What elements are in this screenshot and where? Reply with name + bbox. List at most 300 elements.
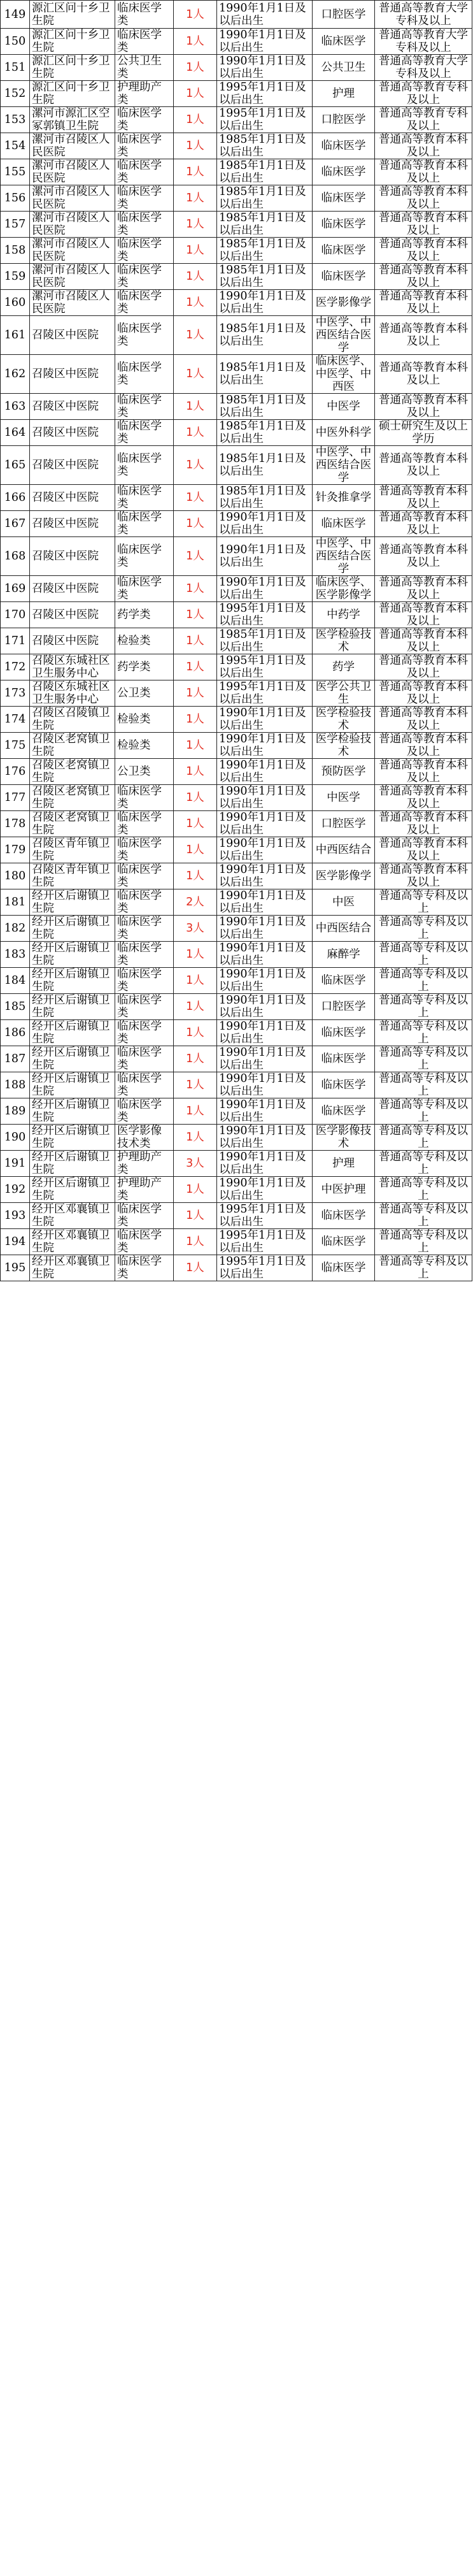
row-number: 179 bbox=[1, 837, 30, 863]
birth-requirement: 1990年1月1日及以后出生 bbox=[217, 537, 313, 576]
position-category: 临床医学类 bbox=[115, 290, 174, 316]
position-category: 公卫类 bbox=[115, 759, 174, 785]
unit-name: 召陵区青年镇卫生院 bbox=[30, 863, 115, 889]
education-requirement: 普通高等专科及以上 bbox=[375, 1203, 472, 1229]
headcount: 1人 bbox=[174, 1255, 217, 1281]
table-row bbox=[1, 811, 472, 837]
position-category: 临床医学类 bbox=[115, 811, 174, 837]
position-category: 临床医学类 bbox=[115, 1255, 174, 1281]
headcount: 1人 bbox=[174, 485, 217, 511]
headcount: 1人 bbox=[174, 212, 217, 238]
education-requirement: 普通高等教育本科及以上 bbox=[375, 863, 472, 889]
birth-requirement: 1990年1月1日及以后出生 bbox=[217, 1125, 313, 1151]
headcount: 1人 bbox=[174, 159, 217, 185]
major-requirement: 临床医学 bbox=[313, 159, 375, 185]
recruitment-table bbox=[0, 0, 472, 1281]
unit-name: 召陵区老窝镇卫生院 bbox=[30, 759, 115, 785]
headcount: 1人 bbox=[174, 55, 217, 81]
education-requirement: 普通高等教育本科及以上 bbox=[375, 811, 472, 837]
position-category: 药学类 bbox=[115, 602, 174, 628]
position-category: 临床医学类 bbox=[115, 1229, 174, 1255]
row-number: 158 bbox=[1, 238, 30, 264]
position-category: 临床医学类 bbox=[115, 238, 174, 264]
table-row bbox=[1, 212, 472, 238]
major-requirement: 中医学、中西医结合医学 bbox=[313, 316, 375, 355]
table-row bbox=[1, 1046, 472, 1072]
unit-name: 召陵区老窝镇卫生院 bbox=[30, 733, 115, 759]
table-row bbox=[1, 1098, 472, 1125]
unit-name: 源汇区问十乡卫生院 bbox=[30, 55, 115, 81]
row-number: 172 bbox=[1, 654, 30, 680]
table-row bbox=[1, 1177, 472, 1203]
row-number: 194 bbox=[1, 1229, 30, 1255]
position-category: 公共卫生类 bbox=[115, 55, 174, 81]
row-number: 154 bbox=[1, 133, 30, 159]
education-requirement: 普通高等专科及以上 bbox=[375, 994, 472, 1020]
row-number: 174 bbox=[1, 707, 30, 733]
headcount: 1人 bbox=[174, 707, 217, 733]
education-requirement: 普通高等专科及以上 bbox=[375, 1098, 472, 1125]
row-number: 195 bbox=[1, 1255, 30, 1281]
unit-name: 经开区后谢镇卫生院 bbox=[30, 916, 115, 942]
education-requirement: 普通高等教育本科及以上 bbox=[375, 537, 472, 576]
headcount: 1人 bbox=[174, 837, 217, 863]
table-row bbox=[1, 420, 472, 446]
major-requirement: 药学 bbox=[313, 654, 375, 680]
unit-name: 漯河市召陵区人民医院 bbox=[30, 185, 115, 212]
row-number: 180 bbox=[1, 863, 30, 889]
unit-name: 召陵区中医院 bbox=[30, 576, 115, 602]
row-number: 173 bbox=[1, 680, 30, 707]
headcount: 1人 bbox=[174, 420, 217, 446]
headcount: 1人 bbox=[174, 680, 217, 707]
position-category: 医学影像技术类 bbox=[115, 1125, 174, 1151]
table-row bbox=[1, 759, 472, 785]
education-requirement: 普通高等专科及以上 bbox=[375, 916, 472, 942]
table-body bbox=[1, 1, 472, 1281]
education-requirement: 普通高等教育本科及以上 bbox=[375, 394, 472, 420]
unit-name: 召陵区中医院 bbox=[30, 420, 115, 446]
unit-name: 源汇区问十乡卫生院 bbox=[30, 1, 115, 29]
table-row bbox=[1, 394, 472, 420]
birth-requirement: 1985年1月1日及以后出生 bbox=[217, 212, 313, 238]
unit-name: 召陵区中医院 bbox=[30, 537, 115, 576]
major-requirement: 医学影像学 bbox=[313, 863, 375, 889]
major-requirement: 口腔医学 bbox=[313, 1, 375, 29]
birth-requirement: 1990年1月1日及以后出生 bbox=[217, 889, 313, 916]
row-number: 181 bbox=[1, 889, 30, 916]
birth-requirement: 1990年1月1日及以后出生 bbox=[217, 1, 313, 29]
table-row bbox=[1, 733, 472, 759]
birth-requirement: 1990年1月1日及以后出生 bbox=[217, 511, 313, 537]
headcount: 1人 bbox=[174, 1046, 217, 1072]
headcount: 1人 bbox=[174, 1177, 217, 1203]
major-requirement: 中医学 bbox=[313, 785, 375, 811]
unit-name: 经开区后谢镇卫生院 bbox=[30, 889, 115, 916]
unit-name: 召陵区中医院 bbox=[30, 511, 115, 537]
table-row bbox=[1, 602, 472, 628]
education-requirement: 普通高等教育本科及以上 bbox=[375, 485, 472, 511]
row-number: 163 bbox=[1, 394, 30, 420]
row-number: 164 bbox=[1, 420, 30, 446]
education-requirement: 普通高等教育本科及以上 bbox=[375, 654, 472, 680]
birth-requirement: 1990年1月1日及以后出生 bbox=[217, 1098, 313, 1125]
education-requirement: 普通高等教育本科及以上 bbox=[375, 628, 472, 654]
position-category: 临床医学类 bbox=[115, 511, 174, 537]
position-category: 临床医学类 bbox=[115, 889, 174, 916]
birth-requirement: 1995年1月1日及以后出生 bbox=[217, 1203, 313, 1229]
birth-requirement: 1995年1月1日及以后出生 bbox=[217, 1255, 313, 1281]
row-number: 192 bbox=[1, 1177, 30, 1203]
major-requirement: 预防医学 bbox=[313, 759, 375, 785]
table-row bbox=[1, 863, 472, 889]
position-category: 临床医学类 bbox=[115, 485, 174, 511]
birth-requirement: 1990年1月1日及以后出生 bbox=[217, 1151, 313, 1177]
unit-name: 经开区邓襄镇卫生院 bbox=[30, 1255, 115, 1281]
table-row bbox=[1, 628, 472, 654]
row-number: 170 bbox=[1, 602, 30, 628]
headcount: 1人 bbox=[174, 785, 217, 811]
major-requirement: 临床医学 bbox=[313, 264, 375, 290]
table-row bbox=[1, 785, 472, 811]
position-category: 检验类 bbox=[115, 707, 174, 733]
table-row bbox=[1, 968, 472, 994]
table-row bbox=[1, 159, 472, 185]
education-requirement: 普通高等教育本科及以上 bbox=[375, 290, 472, 316]
unit-name: 经开区后谢镇卫生院 bbox=[30, 1125, 115, 1151]
education-requirement: 普通高等专科及以上 bbox=[375, 1072, 472, 1098]
major-requirement: 中医护理 bbox=[313, 1177, 375, 1203]
position-category: 临床医学类 bbox=[115, 420, 174, 446]
birth-requirement: 1985年1月1日及以后出生 bbox=[217, 446, 313, 485]
birth-requirement: 1985年1月1日及以后出生 bbox=[217, 159, 313, 185]
position-category: 检验类 bbox=[115, 733, 174, 759]
birth-requirement: 1990年1月1日及以后出生 bbox=[217, 733, 313, 759]
row-number: 189 bbox=[1, 1098, 30, 1125]
headcount: 1人 bbox=[174, 1020, 217, 1046]
headcount: 1人 bbox=[174, 576, 217, 602]
headcount: 1人 bbox=[174, 994, 217, 1020]
headcount: 1人 bbox=[174, 81, 217, 107]
headcount: 1人 bbox=[174, 107, 217, 133]
major-requirement: 医学影像技术 bbox=[313, 1125, 375, 1151]
birth-requirement: 1985年1月1日及以后出生 bbox=[217, 628, 313, 654]
birth-requirement: 1990年1月1日及以后出生 bbox=[217, 863, 313, 889]
position-category: 临床医学类 bbox=[115, 537, 174, 576]
row-number: 153 bbox=[1, 107, 30, 133]
position-category: 临床医学类 bbox=[115, 1, 174, 29]
unit-name: 召陵区青年镇卫生院 bbox=[30, 837, 115, 863]
table-row bbox=[1, 290, 472, 316]
headcount: 1人 bbox=[174, 29, 217, 55]
education-requirement: 普通高等教育本科及以上 bbox=[375, 159, 472, 185]
birth-requirement: 1990年1月1日及以后出生 bbox=[217, 759, 313, 785]
education-requirement: 普通高等教育本科及以上 bbox=[375, 185, 472, 212]
education-requirement: 普通高等教育本科及以上 bbox=[375, 576, 472, 602]
table-row bbox=[1, 511, 472, 537]
birth-requirement: 1985年1月1日及以后出生 bbox=[217, 420, 313, 446]
education-requirement: 普通高等专科及以上 bbox=[375, 889, 472, 916]
unit-name: 召陵区老窝镇卫生院 bbox=[30, 785, 115, 811]
position-category: 药学类 bbox=[115, 654, 174, 680]
table-row bbox=[1, 654, 472, 680]
table-row bbox=[1, 1255, 472, 1281]
education-requirement: 普通高等专科及以上 bbox=[375, 1255, 472, 1281]
row-number: 169 bbox=[1, 576, 30, 602]
position-category: 临床医学类 bbox=[115, 1046, 174, 1072]
headcount: 1人 bbox=[174, 602, 217, 628]
major-requirement: 公共卫生 bbox=[313, 55, 375, 81]
headcount: 1人 bbox=[174, 290, 217, 316]
major-requirement: 中医学 bbox=[313, 394, 375, 420]
row-number: 157 bbox=[1, 212, 30, 238]
headcount: 3人 bbox=[174, 1151, 217, 1177]
row-number: 149 bbox=[1, 1, 30, 29]
education-requirement: 普通高等专科及以上 bbox=[375, 1177, 472, 1203]
headcount: 1人 bbox=[174, 133, 217, 159]
position-category: 临床医学类 bbox=[115, 355, 174, 394]
row-number: 177 bbox=[1, 785, 30, 811]
unit-name: 漯河市召陵区人民医院 bbox=[30, 290, 115, 316]
unit-name: 召陵区老窝镇卫生院 bbox=[30, 811, 115, 837]
headcount: 1人 bbox=[174, 1072, 217, 1098]
education-requirement: 普通高等教育本科及以上 bbox=[375, 133, 472, 159]
major-requirement: 医学影像学 bbox=[313, 290, 375, 316]
headcount: 1人 bbox=[174, 511, 217, 537]
table-row bbox=[1, 1125, 472, 1151]
major-requirement: 临床医学 bbox=[313, 212, 375, 238]
position-category: 护理助产类 bbox=[115, 81, 174, 107]
position-category: 临床医学类 bbox=[115, 316, 174, 355]
birth-requirement: 1990年1月1日及以后出生 bbox=[217, 707, 313, 733]
headcount: 1人 bbox=[174, 968, 217, 994]
birth-requirement: 1990年1月1日及以后出生 bbox=[217, 968, 313, 994]
education-requirement: 普通高等专科及以上 bbox=[375, 942, 472, 968]
headcount: 1人 bbox=[174, 1125, 217, 1151]
table-row bbox=[1, 537, 472, 576]
position-category: 护理助产类 bbox=[115, 1177, 174, 1203]
row-number: 176 bbox=[1, 759, 30, 785]
headcount: 1人 bbox=[174, 185, 217, 212]
birth-requirement: 1990年1月1日及以后出生 bbox=[217, 785, 313, 811]
headcount: 1人 bbox=[174, 628, 217, 654]
position-category: 临床医学类 bbox=[115, 576, 174, 602]
major-requirement: 临床医学 bbox=[313, 238, 375, 264]
row-number: 186 bbox=[1, 1020, 30, 1046]
table-row bbox=[1, 355, 472, 394]
education-requirement: 普通高等教育本科及以上 bbox=[375, 264, 472, 290]
table-row bbox=[1, 707, 472, 733]
headcount: 1人 bbox=[174, 654, 217, 680]
position-category: 临床医学类 bbox=[115, 446, 174, 485]
row-number: 178 bbox=[1, 811, 30, 837]
unit-name: 召陵区中医院 bbox=[30, 394, 115, 420]
major-requirement: 临床医学 bbox=[313, 133, 375, 159]
row-number: 162 bbox=[1, 355, 30, 394]
position-category: 临床医学类 bbox=[115, 212, 174, 238]
position-category: 临床医学类 bbox=[115, 942, 174, 968]
major-requirement: 临床医学 bbox=[313, 968, 375, 994]
headcount: 1人 bbox=[174, 863, 217, 889]
unit-name: 漯河市召陵区人民医院 bbox=[30, 264, 115, 290]
birth-requirement: 1990年1月1日及以后出生 bbox=[217, 1177, 313, 1203]
position-category: 护理助产类 bbox=[115, 1151, 174, 1177]
position-category: 临床医学类 bbox=[115, 863, 174, 889]
row-number: 187 bbox=[1, 1046, 30, 1072]
major-requirement: 中医学、中西医结合医学 bbox=[313, 446, 375, 485]
major-requirement: 临床医学 bbox=[313, 1203, 375, 1229]
unit-name: 召陵区召陵镇卫生院 bbox=[30, 707, 115, 733]
birth-requirement: 1995年1月1日及以后出生 bbox=[217, 107, 313, 133]
position-category: 临床医学类 bbox=[115, 994, 174, 1020]
headcount: 1人 bbox=[174, 811, 217, 837]
table-row bbox=[1, 446, 472, 485]
row-number: 182 bbox=[1, 916, 30, 942]
major-requirement: 临床医学 bbox=[313, 1020, 375, 1046]
unit-name: 漯河市召陵区人民医院 bbox=[30, 133, 115, 159]
headcount: 1人 bbox=[174, 355, 217, 394]
unit-name: 经开区邓襄镇卫生院 bbox=[30, 1203, 115, 1229]
table-row bbox=[1, 316, 472, 355]
headcount: 1人 bbox=[174, 1229, 217, 1255]
row-number: 165 bbox=[1, 446, 30, 485]
table-row bbox=[1, 942, 472, 968]
table-row bbox=[1, 1, 472, 29]
birth-requirement: 1985年1月1日及以后出生 bbox=[217, 238, 313, 264]
table-row bbox=[1, 55, 472, 81]
major-requirement: 护理 bbox=[313, 1151, 375, 1177]
education-requirement: 普通高等教育大学专科及以上 bbox=[375, 29, 472, 55]
major-requirement: 口腔医学 bbox=[313, 107, 375, 133]
major-requirement: 中医学、中西医结合医学 bbox=[313, 537, 375, 576]
birth-requirement: 1985年1月1日及以后出生 bbox=[217, 185, 313, 212]
major-requirement: 临床医学 bbox=[313, 1046, 375, 1072]
education-requirement: 普通高等教育本科及以上 bbox=[375, 680, 472, 707]
row-number: 150 bbox=[1, 29, 30, 55]
major-requirement: 中西医结合 bbox=[313, 837, 375, 863]
unit-name: 召陵区东城社区卫生服务中心 bbox=[30, 654, 115, 680]
birth-requirement: 1990年1月1日及以后出生 bbox=[217, 1020, 313, 1046]
major-requirement: 临床医学、中医学、中西医 bbox=[313, 355, 375, 394]
headcount: 1人 bbox=[174, 733, 217, 759]
position-category: 临床医学类 bbox=[115, 185, 174, 212]
table-row bbox=[1, 1020, 472, 1046]
education-requirement: 普通高等教育本科及以上 bbox=[375, 837, 472, 863]
birth-requirement: 1985年1月1日及以后出生 bbox=[217, 485, 313, 511]
position-category: 临床医学类 bbox=[115, 1203, 174, 1229]
row-number: 175 bbox=[1, 733, 30, 759]
unit-name: 召陵区中医院 bbox=[30, 628, 115, 654]
major-requirement: 中医 bbox=[313, 889, 375, 916]
row-number: 152 bbox=[1, 81, 30, 107]
unit-name: 漯河市召陵区人民医院 bbox=[30, 212, 115, 238]
birth-requirement: 1995年1月1日及以后出生 bbox=[217, 81, 313, 107]
unit-name: 经开区后谢镇卫生院 bbox=[30, 1098, 115, 1125]
unit-name: 源汇区问十乡卫生院 bbox=[30, 29, 115, 55]
major-requirement: 临床医学 bbox=[313, 1098, 375, 1125]
birth-requirement: 1985年1月1日及以后出生 bbox=[217, 394, 313, 420]
major-requirement: 口腔医学 bbox=[313, 994, 375, 1020]
unit-name: 经开区后谢镇卫生院 bbox=[30, 1020, 115, 1046]
row-number: 193 bbox=[1, 1203, 30, 1229]
position-category: 临床医学类 bbox=[115, 1098, 174, 1125]
table-row bbox=[1, 916, 472, 942]
major-requirement: 临床医学、医学影像学 bbox=[313, 576, 375, 602]
table-row bbox=[1, 994, 472, 1020]
row-number: 166 bbox=[1, 485, 30, 511]
major-requirement: 口腔医学 bbox=[313, 811, 375, 837]
education-requirement: 普通高等教育大学专科及以上 bbox=[375, 1, 472, 29]
major-requirement: 医学公共卫生 bbox=[313, 680, 375, 707]
education-requirement: 普通高等专科及以上 bbox=[375, 1125, 472, 1151]
unit-name: 漯河市源汇区空冢郭镇卫生院 bbox=[30, 107, 115, 133]
headcount: 2人 bbox=[174, 889, 217, 916]
education-requirement: 普通高等教育本科及以上 bbox=[375, 316, 472, 355]
table-row bbox=[1, 889, 472, 916]
major-requirement: 医学检验技术 bbox=[313, 733, 375, 759]
major-requirement: 临床医学 bbox=[313, 29, 375, 55]
headcount: 1人 bbox=[174, 264, 217, 290]
unit-name: 经开区后谢镇卫生院 bbox=[30, 1151, 115, 1177]
row-number: 188 bbox=[1, 1072, 30, 1098]
unit-name: 漯河市召陵区人民医院 bbox=[30, 238, 115, 264]
row-number: 160 bbox=[1, 290, 30, 316]
education-requirement: 普通高等专科及以上 bbox=[375, 1229, 472, 1255]
unit-name: 漯河市召陵区人民医院 bbox=[30, 159, 115, 185]
table-row bbox=[1, 133, 472, 159]
table-row bbox=[1, 485, 472, 511]
position-category: 临床医学类 bbox=[115, 107, 174, 133]
major-requirement: 麻醉学 bbox=[313, 942, 375, 968]
headcount: 1人 bbox=[174, 446, 217, 485]
major-requirement: 中药学 bbox=[313, 602, 375, 628]
birth-requirement: 1985年1月1日及以后出生 bbox=[217, 316, 313, 355]
table-row bbox=[1, 29, 472, 55]
unit-name: 经开区邓襄镇卫生院 bbox=[30, 1229, 115, 1255]
table-row bbox=[1, 264, 472, 290]
education-requirement: 普通高等教育大学专科及以上 bbox=[375, 55, 472, 81]
position-category: 临床医学类 bbox=[115, 264, 174, 290]
headcount: 1人 bbox=[174, 394, 217, 420]
headcount: 1人 bbox=[174, 537, 217, 576]
birth-requirement: 1985年1月1日及以后出生 bbox=[217, 355, 313, 394]
table-row bbox=[1, 1229, 472, 1255]
headcount: 3人 bbox=[174, 916, 217, 942]
birth-requirement: 1990年1月1日及以后出生 bbox=[217, 290, 313, 316]
major-requirement: 医学检验技术 bbox=[313, 628, 375, 654]
education-requirement: 普通高等教育本科及以上 bbox=[375, 785, 472, 811]
education-requirement: 普通高等教育专科及以上 bbox=[375, 81, 472, 107]
table-row bbox=[1, 1072, 472, 1098]
birth-requirement: 1985年1月1日及以后出生 bbox=[217, 264, 313, 290]
education-requirement: 硕士研究生及以上学历 bbox=[375, 420, 472, 446]
headcount: 1人 bbox=[174, 759, 217, 785]
position-category: 临床医学类 bbox=[115, 159, 174, 185]
table-row bbox=[1, 680, 472, 707]
table-row bbox=[1, 185, 472, 212]
unit-name: 召陵区中医院 bbox=[30, 355, 115, 394]
position-category: 临床医学类 bbox=[115, 29, 174, 55]
table-row bbox=[1, 837, 472, 863]
row-number: 191 bbox=[1, 1151, 30, 1177]
position-category: 临床医学类 bbox=[115, 1020, 174, 1046]
birth-requirement: 1995年1月1日及以后出生 bbox=[217, 602, 313, 628]
table-row bbox=[1, 238, 472, 264]
birth-requirement: 1990年1月1日及以后出生 bbox=[217, 837, 313, 863]
major-requirement: 临床医学 bbox=[313, 185, 375, 212]
unit-name: 经开区后谢镇卫生院 bbox=[30, 1177, 115, 1203]
headcount: 1人 bbox=[174, 1203, 217, 1229]
